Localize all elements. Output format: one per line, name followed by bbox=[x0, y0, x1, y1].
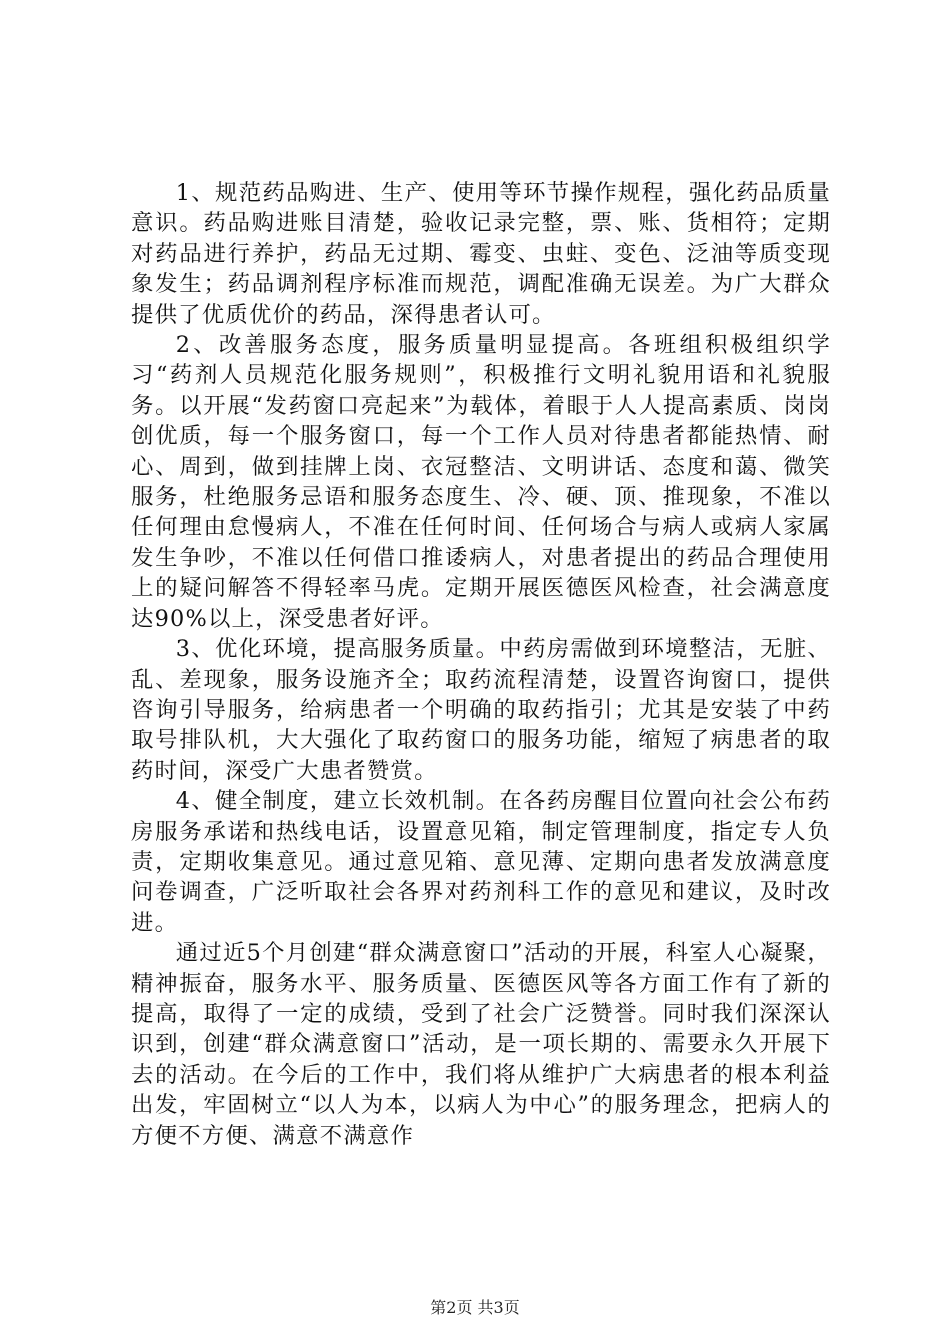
paragraph-4: 4、健全制度，建立长效机制。在各药房醒目位置向社会公布药房服务承诺和热线电话，设置意见箱，制定管理制度，指定专人负责，定期收集意见。通过意见箱、意见薄、定期向患者发放满意度问卷调查，广泛听取社会各界对药剂科工作的意见和建议，及时改进。 bbox=[131, 788, 831, 936]
paragraph-1: 1、规范药品购进、生产、使用等环节操作规程，强化药品质量意识。药品购进账目清楚，验收记录完整，票、账、货相符；定期对药品进行养护，药品无过期、霉变、虫蛀、变色、泛油等质变现象发生；药品调剂程序标准而规范，调配准确无误差。为广大群众提供了优质优价的药品，深得患者认可。 bbox=[131, 180, 831, 328]
paragraph-3: 3、优化环境，提高服务质量。中药房需做到环境整洁，无脏、乱、差现象，服务设施齐全；取药流程清楚，设置咨询窗口，提供咨询引导服务，给病患者一个明确的取药指引；尤其是安装了中药取号排队机，大大强化了取药窗口的服务功能，缩短了病患者的取药时间，深受广大患者赞赏。 bbox=[131, 636, 831, 784]
paragraph-2: 2、改善服务态度，服务质量明显提高。各班组积极组织学习“药剂人员规范化服务规则”，积极推行文明礼貌用语和礼貌服务。以开展“发药窗口亮起来”为载体，着眼于人人提高素质、岗岗创优质，每一个服务窗口，每一个工作人员对待患者都能热情、耐心、周到，做到挂牌上岗、衣冠整洁、文明讲话、态度和蔼、微笑服务，杜绝服务忌语和服务态度生、冷、硬、顶、推现象，不准以任何理由怠慢病人，不准在任何时间、任何场合与病人或病人家属发生争吵，不准以任何借口推诿病人，对患者提出的药品合理使用上的疑问解答不得轻率马虎。定期开展医德医风检查，社会满意度达90%以上，深受患者好评。 bbox=[131, 332, 831, 632]
paragraph-5: 通过近5个月创建“群众满意窗口”活动的开展，科室人心凝聚，精神振奋，服务水平、服务质量、医德医风等各方面工作有了新的提高，取得了一定的成绩，受到了社会广泛赞誉。同时我们深深认识到，创建“群众满意窗口”活动，是一项长期的、需要永久开展下去的活动。在今后的工作中，我们将从维护广大病患者的根本利益出发，牢固树立“以人为本，以病人为中心”的服务理念，把病人的方便不方便、满意不满意作 bbox=[131, 940, 831, 1149]
page-footer: 第2页 共3页 bbox=[430, 1298, 520, 1317]
document-body bbox=[131, 178, 831, 1151]
